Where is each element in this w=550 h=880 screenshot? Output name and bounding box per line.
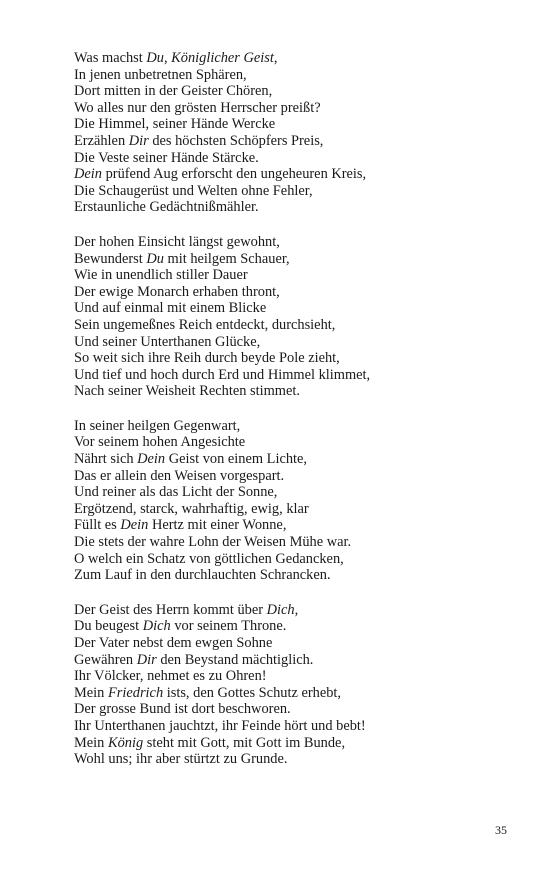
line-text: Wohl uns; ihr aber stürtzt zu Grunde. bbox=[74, 751, 288, 768]
poem-line bbox=[74, 602, 514, 619]
line-text: Bewunderst bbox=[74, 250, 147, 267]
line-text: Der hohen Einsicht längst gewohnt, bbox=[74, 233, 280, 250]
poem-line bbox=[74, 418, 514, 435]
poem-text bbox=[74, 50, 514, 786]
line-text: Die stets der wahre Lohn der Weisen Mühe war. bbox=[74, 534, 352, 551]
stanza bbox=[74, 602, 514, 768]
poem-line bbox=[74, 317, 514, 334]
line-text: Ergötzend, starck, wahrhaftig, ewig, klar bbox=[74, 500, 309, 517]
stanza bbox=[74, 234, 514, 400]
line-text: Zum Lauf in den durchlauchten Schrancken. bbox=[74, 567, 331, 584]
italic-text: Dich bbox=[266, 601, 295, 618]
italic-text: König bbox=[107, 734, 144, 751]
line-text: Vor seinem hohen Angesichte bbox=[74, 434, 246, 451]
line-text: Füllt es bbox=[74, 517, 121, 534]
italic-text: Dein bbox=[74, 166, 102, 183]
line-text: Der Vater nebst dem ewgen Sohne bbox=[74, 635, 273, 651]
line-text: Geist von einem Lichte, bbox=[165, 451, 308, 468]
poem-line bbox=[74, 251, 514, 268]
poem-line bbox=[74, 701, 514, 718]
poem-line bbox=[74, 434, 514, 451]
line-text: prüfend Aug erforscht den ungeheuren Kreis, bbox=[101, 166, 367, 183]
line-text: Der Geist des Herrn kommt über bbox=[74, 601, 267, 618]
poem-line bbox=[74, 652, 514, 669]
line-text: steht mit Gott, mit Gott im Bunde, bbox=[143, 734, 346, 751]
poem-line bbox=[74, 551, 514, 568]
poem-line bbox=[74, 501, 514, 518]
line-text: Wo alles nur den grösten Herrscher preißt? bbox=[74, 99, 321, 116]
line-text: So weit sich ihre Reih durch beyde Pole zieht, bbox=[74, 350, 340, 367]
italic-text: Friedrich bbox=[107, 684, 164, 701]
line-text: , bbox=[294, 601, 299, 618]
line-text: Dort mitten in der Geister Chören, bbox=[74, 83, 273, 100]
italic-text: Du, Königlicher Geist bbox=[146, 50, 274, 66]
stanza-container bbox=[74, 50, 514, 768]
poem-line bbox=[74, 183, 514, 200]
line-text: Sein ungemeßnes Reich entdeckt, durchsieht, bbox=[74, 316, 336, 333]
poem-line bbox=[74, 50, 514, 67]
line-text: Hertz mit einer Wonne, bbox=[148, 517, 287, 534]
poem-line bbox=[74, 517, 514, 534]
poem-line bbox=[74, 618, 514, 635]
poem-line bbox=[74, 199, 514, 216]
line-text: Nährt sich bbox=[74, 451, 138, 468]
poem-line bbox=[74, 567, 514, 584]
poem-line bbox=[74, 468, 514, 485]
poem-line bbox=[74, 668, 514, 685]
poem-line bbox=[74, 166, 514, 183]
line-text: Erzählen bbox=[74, 132, 129, 149]
italic-text: Dir bbox=[128, 132, 149, 149]
poem-line bbox=[74, 284, 514, 301]
poem-line bbox=[74, 383, 514, 400]
line-text: Mein bbox=[74, 734, 108, 751]
poem-line bbox=[74, 83, 514, 100]
line-text: In seiner heilgen Gegenwart, bbox=[74, 417, 241, 434]
italic-text: Dich bbox=[142, 618, 171, 635]
line-text: Und tief und hoch durch Erd und Himmel klimmet, bbox=[74, 366, 371, 383]
poem-line bbox=[74, 367, 514, 384]
stanza bbox=[74, 418, 514, 584]
line-text: Die Himmel, seiner Hände Wercke bbox=[74, 116, 276, 133]
line-text: Und seiner Unterthanen Glücke, bbox=[74, 333, 261, 350]
poem-line bbox=[74, 116, 514, 133]
poem-line bbox=[74, 635, 514, 652]
poem-line bbox=[74, 451, 514, 468]
line-text: Der grosse Bund ist dort beschworen. bbox=[74, 701, 291, 718]
poem-line bbox=[74, 735, 514, 752]
line-text: den Beystand mächtiglich. bbox=[156, 651, 314, 668]
line-text: vor seinem Throne. bbox=[170, 618, 287, 635]
poem-line bbox=[74, 67, 514, 84]
poem-line bbox=[74, 484, 514, 501]
line-text: O welch ein Schatz von göttlichen Gedancken, bbox=[74, 550, 344, 567]
italic-text: Dein bbox=[120, 517, 149, 534]
poem-line bbox=[74, 751, 514, 768]
line-text: Mein bbox=[74, 684, 108, 701]
line-text: Das er allein den Weisen vorgespart. bbox=[74, 467, 285, 484]
line-text: Der ewige Monarch erhaben thront, bbox=[74, 283, 280, 300]
poem-line bbox=[74, 350, 514, 367]
line-text: Und reiner als das Licht der Sonne, bbox=[74, 484, 278, 501]
italic-text: Du bbox=[146, 250, 164, 267]
line-text: Wie in unendlich stiller Dauer bbox=[74, 267, 248, 284]
line-text: Nach seiner Weisheit Rechten stimmet. bbox=[74, 383, 300, 400]
line-text: Ihr Unterthanen jauchtzt, ihr Feinde hört und bebt! bbox=[74, 717, 366, 734]
poem-line bbox=[74, 150, 514, 167]
poem-line bbox=[74, 334, 514, 351]
line-text: In jenen unbetretnen Sphären, bbox=[74, 66, 247, 83]
line-text: Und auf einmal mit einem Blicke bbox=[74, 300, 267, 317]
poem-line bbox=[74, 300, 514, 317]
line-text: Ihr Völcker, nehmet es zu Ohren! bbox=[74, 668, 267, 685]
poem-line bbox=[74, 234, 514, 251]
line-text: des höchsten Schöpfers Preis, bbox=[148, 132, 324, 149]
line-text: Die Veste seiner Hände Stärcke. bbox=[74, 149, 259, 166]
line-text: Die Schaugerüst und Welten ohne Fehler, bbox=[74, 182, 313, 199]
line-text: Was machst bbox=[74, 50, 147, 66]
line-text: Du beugest bbox=[74, 618, 143, 635]
page-number: 35 bbox=[495, 823, 507, 837]
stanza bbox=[74, 50, 514, 216]
poem-line bbox=[74, 133, 514, 150]
line-text: mit heilgem Schauer, bbox=[163, 250, 290, 267]
poem-line bbox=[74, 534, 514, 551]
poem-line bbox=[74, 267, 514, 284]
poem-line bbox=[74, 100, 514, 117]
line-text: , bbox=[273, 50, 278, 66]
italic-text: Dein bbox=[137, 451, 166, 468]
poem-line bbox=[74, 718, 514, 735]
poem-line bbox=[74, 685, 514, 702]
italic-text: Dir bbox=[136, 651, 157, 668]
line-text: Erstaunliche Gedächtnißmähler. bbox=[74, 199, 259, 216]
line-text: ists, den Gottes Schutz erhebt, bbox=[163, 684, 341, 701]
line-text: Gewähren bbox=[74, 651, 137, 668]
